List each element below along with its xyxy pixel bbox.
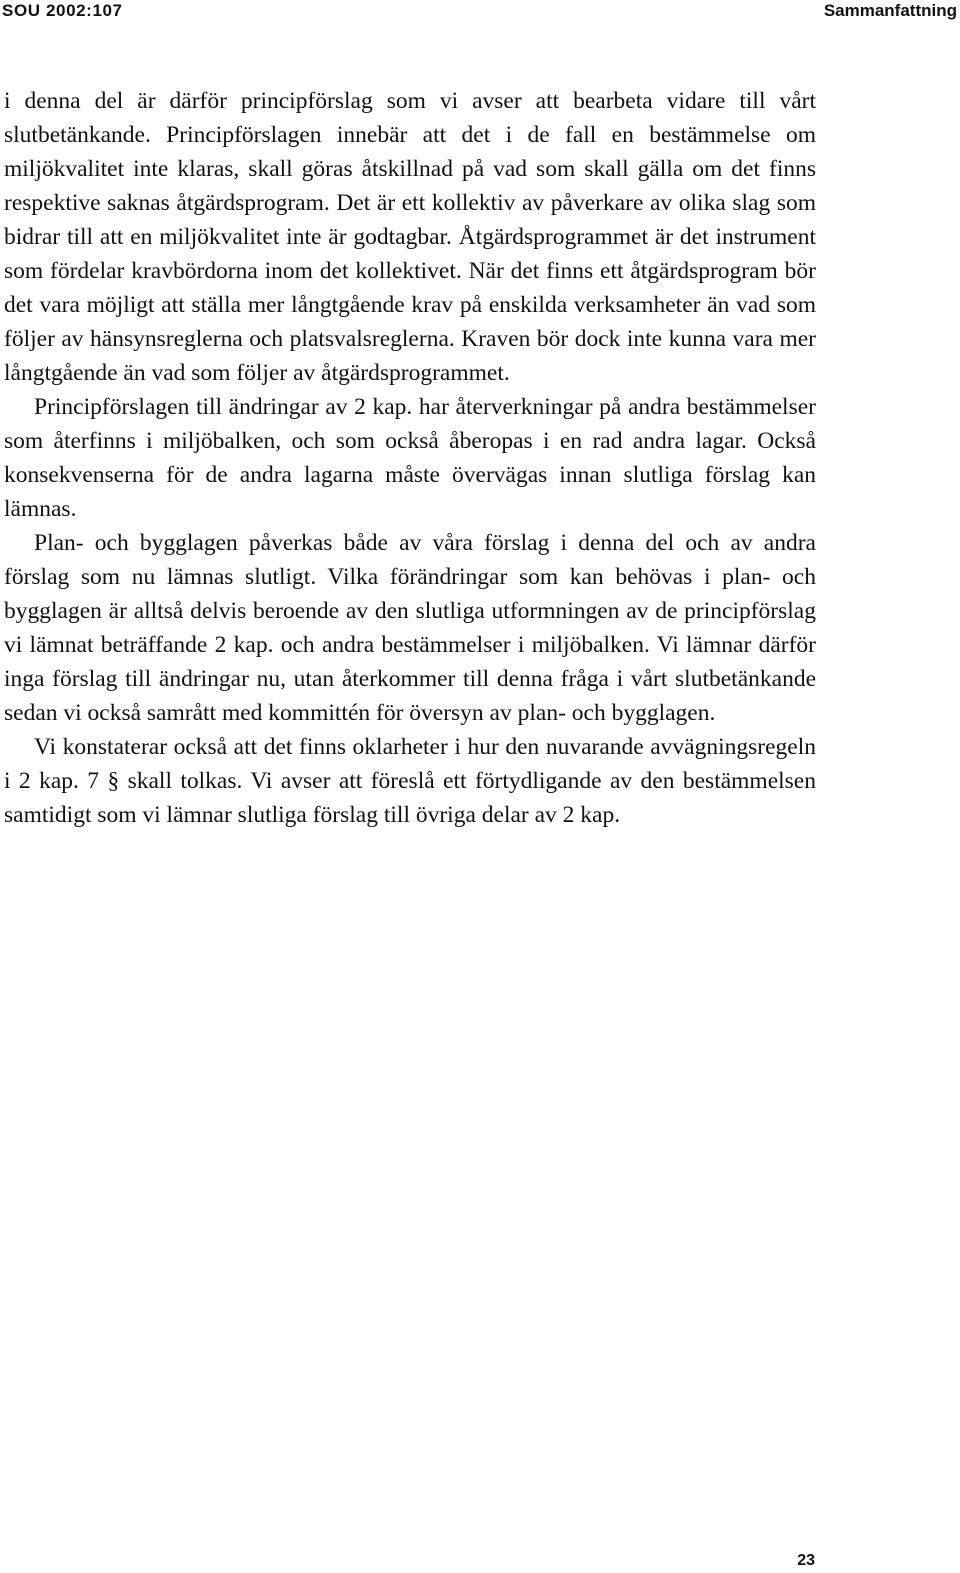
body-text (4, 84, 816, 832)
paragraph-2: Principförslagen till ändringar av 2 kap. har återverkningar på andra bestämmelser som återfinns i miljöbalken, och som också åberopas i en rad andra lagar. Också konsekvenserna för de andra lagarna måste övervägas innan slutliga förslag kan lämnas. (4, 394, 816, 522)
running-header (0, 0, 960, 22)
document-id: SOU 2002:107 (2, 1, 123, 20)
paragraph-3: Plan- och bygglagen påverkas både av våra förslag i denna del och av andra förslag som nu lämnas slutligt. Vilka förändringar som kan behövas i plan- och bygglagen är alltså delvis beroende av den slutliga utformningen av de principförslag vi lämnat beträffande 2 kap. och andra bestämmelser i miljöbalken. Vi lämnar därför inga förslag till ändringar nu, utan återkommer till denna fråga i vårt slutbetänkande sedan vi också samrått med kommittén för översyn av plan- och bygglagen. (4, 530, 816, 726)
section-title: Sammanfattning (823, 1, 957, 20)
paragraph-4: Vi konstaterar också att det finns oklarheter i hur den nuvarande avvägningsregeln i 2 kap. 7 § skall tolkas. Vi avser att föreslå ett förtydligande av den bestämmelsen samtidigt som vi lämnar slutliga förslag till övriga delar av 2 kap. (4, 734, 816, 828)
paragraph-1: i denna del är därför principförslag som vi avser att bearbeta vidare till vårt slutbetänkande. Principförslagen innebär att det i de fall en bestämmelse om miljökvalitet inte klaras, skall göras åtskillnad på vad som skall gälla om det finns respektive saknas åtgärdsprogram. Det är ett kollektiv av påverkare av olika slag som bidrar till att en miljökvalitet inte är godtagbar. Åtgärdsprogrammet är det instrument som fördelar kravbördorna inom det kollektivet. När det finns ett åtgärdsprogram bör det vara möjligt att ställa mer långtgående krav på enskilda verksamheter än vad som följer av hänsynsreglerna och platsvalsreglerna. Kraven bör dock inte kunna vara mer långtgående än vad som följer av åtgärdsprogrammet. (4, 88, 816, 386)
page-number: 23 (797, 1552, 815, 1569)
